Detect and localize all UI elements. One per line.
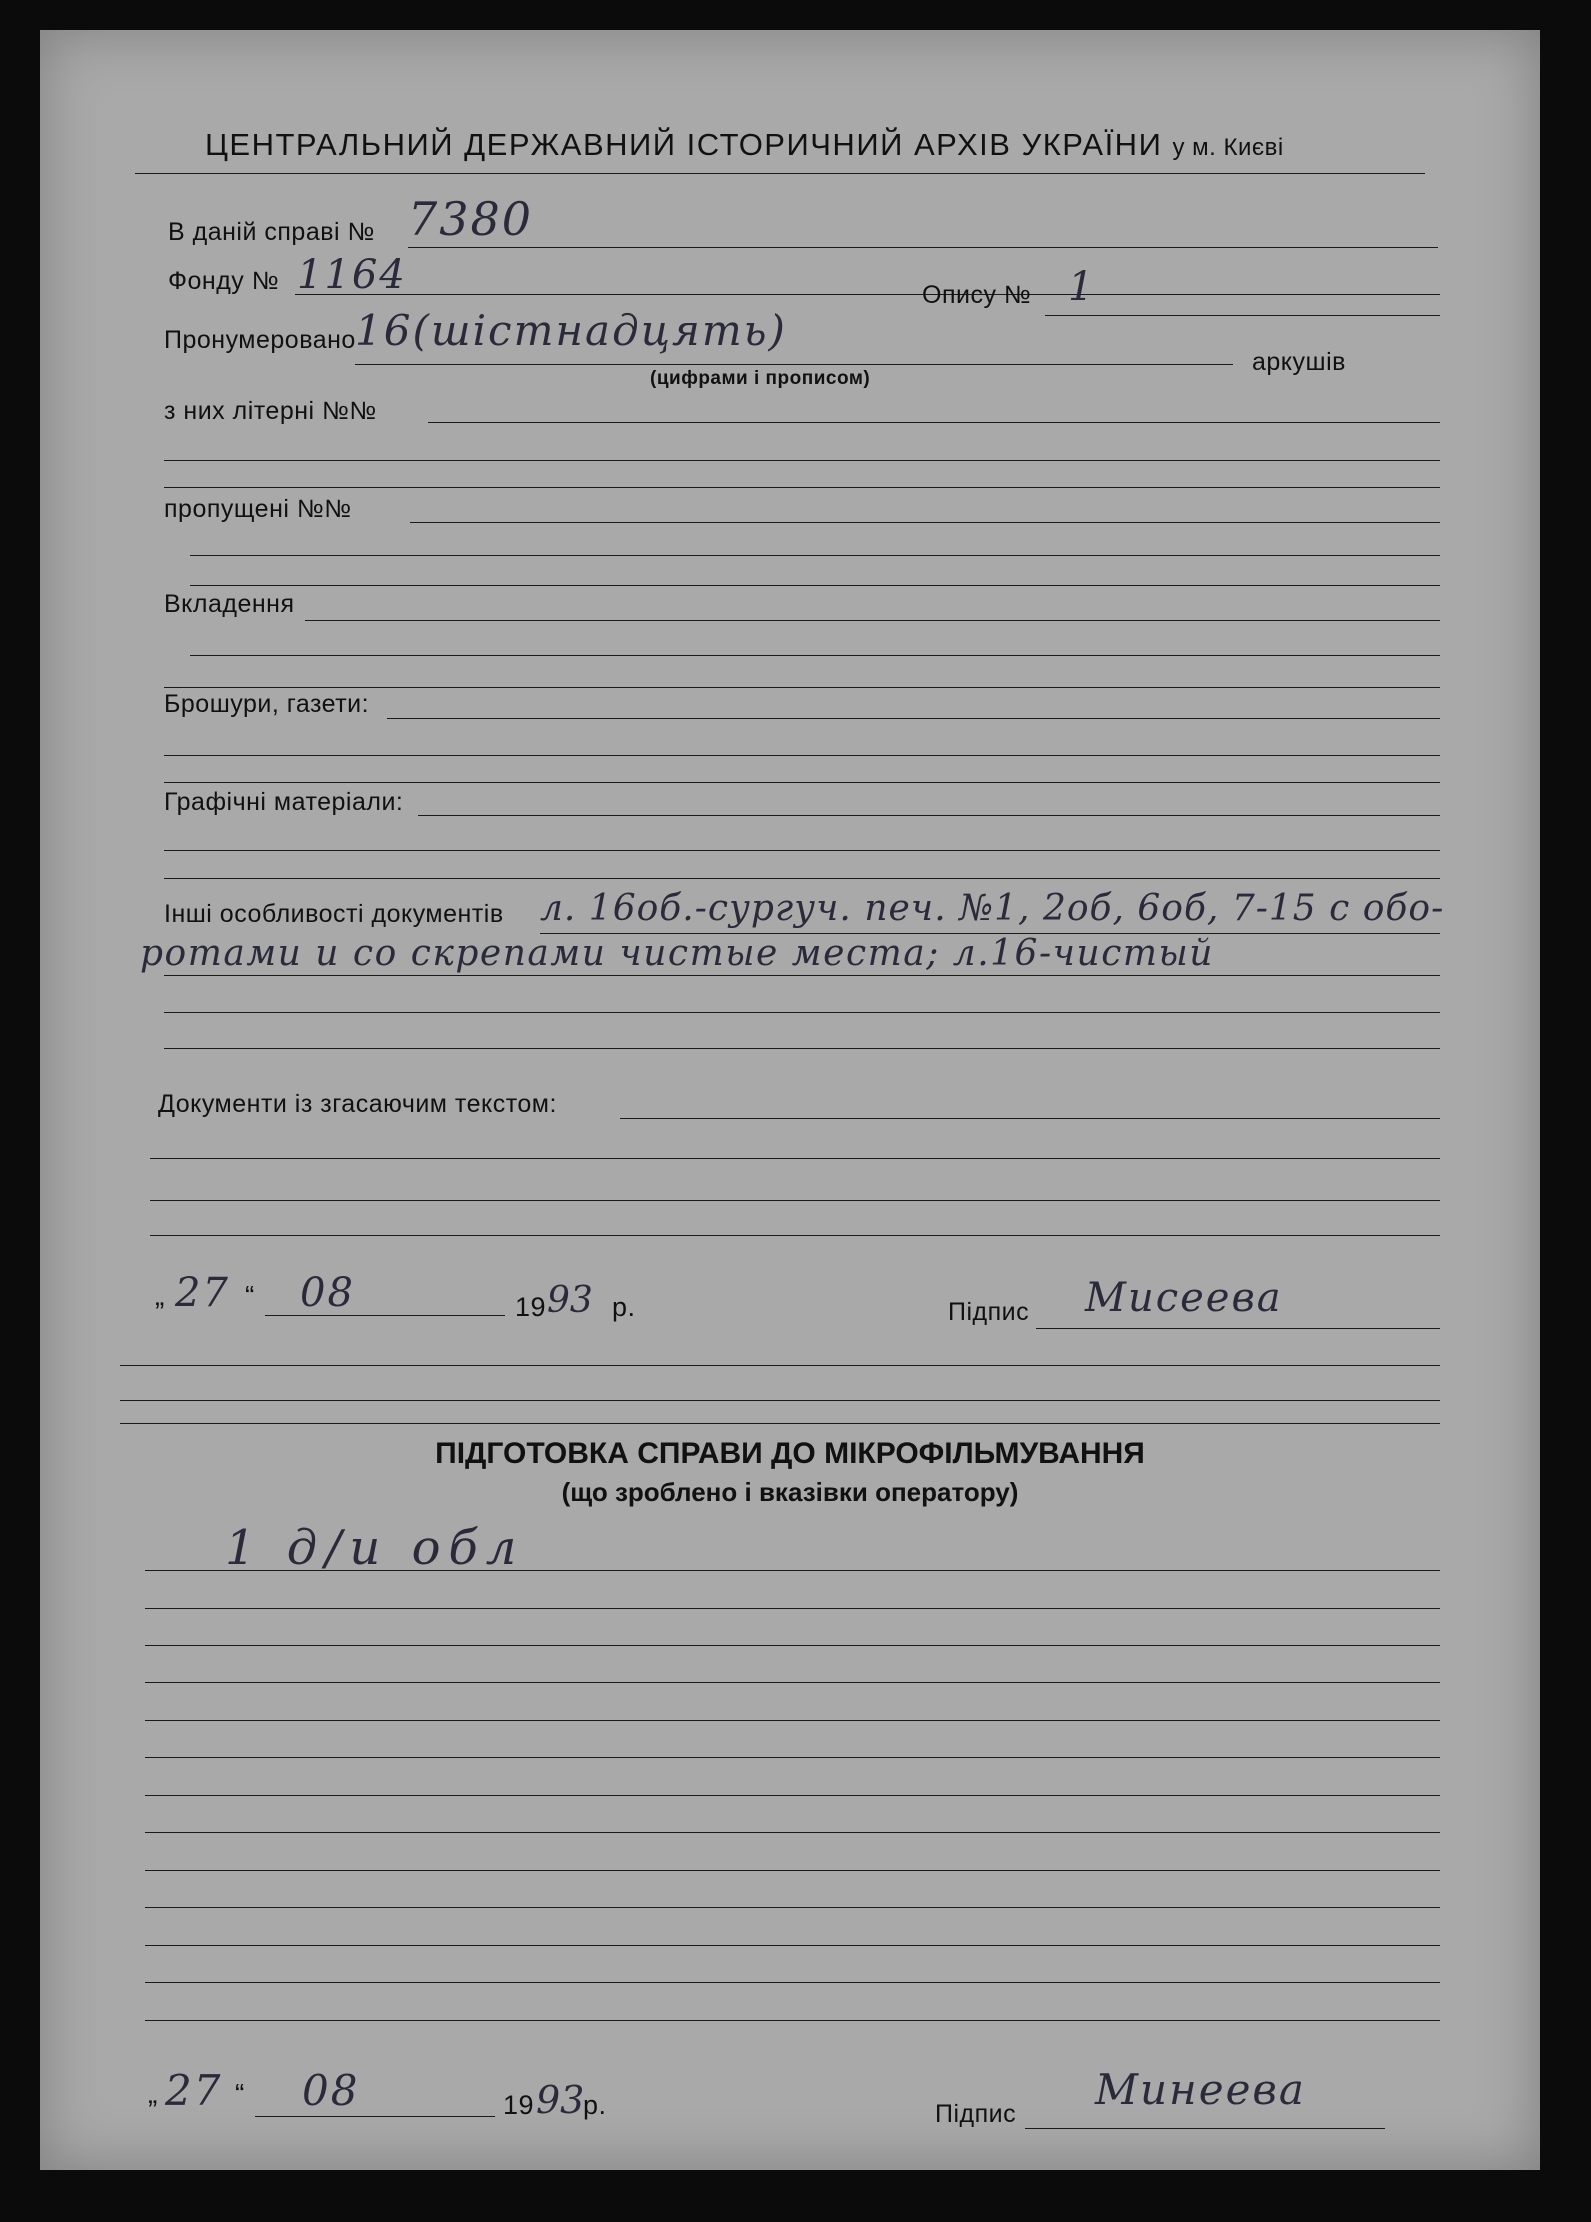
skipped-line-3 <box>190 585 1440 586</box>
microfilm-line <box>145 1682 1440 1683</box>
faded-line-1 <box>620 1118 1440 1119</box>
lettered-line-3 <box>164 487 1440 488</box>
microfilm-line <box>145 1757 1440 1758</box>
date1-signature: Мисеева <box>1085 1275 1283 1321</box>
microfilm-subtitle: (що зроблено і вказівки оператору) <box>561 1477 1019 1507</box>
opys-line <box>1045 315 1440 316</box>
case-number: 7380 <box>408 192 534 246</box>
brochures-label: Брошури, газети: <box>164 690 370 718</box>
fond-line <box>295 294 1440 295</box>
graphics-line-1 <box>418 815 1440 816</box>
date2-close-quote: “ <box>235 2078 245 2109</box>
enclosures-line-1 <box>305 620 1440 621</box>
microfilm-line <box>145 1570 1440 1571</box>
numbered-line <box>355 364 1233 365</box>
graphics-label: Графічні матеріали: <box>164 788 404 816</box>
enclosures-line-3 <box>164 687 1440 688</box>
faded-line-3 <box>150 1200 1440 1201</box>
skipped-line-2 <box>190 555 1440 556</box>
date2-month-line <box>255 2116 495 2117</box>
other-label: Інші особливості документів <box>164 900 504 928</box>
enclosures-line-2 <box>190 655 1440 656</box>
microfilm-line <box>145 1945 1440 1946</box>
brochures-line-2 <box>164 755 1440 756</box>
microfilm-line <box>145 2020 1440 2021</box>
date2-year-suffix: р. <box>583 2090 607 2120</box>
date2-open-quote: „ <box>148 2078 158 2109</box>
date2-year: 93 <box>536 2078 585 2122</box>
microfilm-line <box>145 1870 1440 1871</box>
date2-signature: Минеева <box>1095 2065 1306 2114</box>
date1-rule-3 <box>120 1423 1440 1424</box>
case-line <box>408 247 1438 248</box>
date1-sign-label: Підпис <box>948 1298 1030 1326</box>
date2-sign-line <box>1025 2128 1385 2129</box>
date1-year-prefix: 19 <box>515 1292 547 1322</box>
date2-day: 27 <box>165 2066 223 2115</box>
enclosures-label: Вкладення <box>164 590 295 618</box>
microfilm-line <box>145 1720 1440 1721</box>
archive-name: ЦЕНТРАЛЬНИЙ ДЕРЖАВНИЙ ІСТОРИЧНИЙ АРХІВ УКРАЇНИ <box>205 127 1163 162</box>
other-note-line-2: ротами и со скрепами чистые места; л.16-чистый <box>140 933 1214 974</box>
date1-day: 27 <box>175 1270 230 1316</box>
microfilm-note: 1 д/и обл <box>225 1520 525 1576</box>
date1-year-suffix: р. <box>612 1292 636 1322</box>
faded-line-4 <box>150 1235 1440 1236</box>
archive-form-sheet <box>40 30 1540 2170</box>
numbered-hint: (цифрами і прописом) <box>650 368 871 389</box>
fond-number: 1164 <box>297 252 407 298</box>
other-line-4 <box>164 1048 1440 1049</box>
case-label: В даній справі № <box>168 218 375 246</box>
brochures-line-3 <box>164 782 1440 783</box>
microfilm-line <box>145 1645 1440 1646</box>
date2-month: 08 <box>302 2066 360 2115</box>
opys-number: 1 <box>1068 264 1096 310</box>
numbered-value: 16(шістнадцять) <box>355 306 787 355</box>
date2-sign-label: Підпис <box>935 2100 1017 2128</box>
date1-month: 08 <box>300 1270 355 1316</box>
graphics-line-3 <box>164 878 1440 879</box>
microfilm-line <box>145 1907 1440 1908</box>
date1-open-quote: „ <box>155 1280 165 1311</box>
microfilm-line <box>145 1982 1440 1983</box>
microfilm-line <box>145 1832 1440 1833</box>
archive-city: у м. Києві <box>1172 134 1284 161</box>
lettered-line-2 <box>164 460 1440 461</box>
lettered-label: з них літерні №№ <box>164 397 377 425</box>
archive-header <box>205 127 1284 163</box>
date1-close-quote: “ <box>245 1280 255 1311</box>
fond-label: Фонду № <box>168 267 280 295</box>
numbered-suffix: аркушів <box>1252 348 1346 376</box>
date1-rule-1 <box>120 1365 1440 1366</box>
numbered-label: Пронумеровано <box>164 326 356 354</box>
microfilm-line <box>145 1608 1440 1609</box>
graphics-line-2 <box>164 850 1440 851</box>
other-line-3 <box>164 1012 1440 1013</box>
opys-label: Опису № <box>922 281 1032 309</box>
other-line-2 <box>164 975 1440 976</box>
date1-month-line <box>265 1315 505 1316</box>
microfilm-line <box>145 1795 1440 1796</box>
date2-year-prefix: 19 <box>503 2090 535 2120</box>
skipped-label: пропущені №№ <box>164 495 352 523</box>
skipped-line-1 <box>410 522 1440 523</box>
header-underline <box>135 173 1425 174</box>
faded-label: Документи із згасаючим текстом: <box>158 1090 557 1118</box>
date1-rule-2 <box>120 1400 1440 1401</box>
brochures-line-1 <box>387 718 1440 719</box>
faded-line-2 <box>150 1158 1440 1159</box>
lettered-line-1 <box>428 422 1440 423</box>
other-note-line-1: л. 16об.-сургуч. печ. №1, 2об, 6об, 7-15 с обо- <box>540 888 1445 929</box>
date1-sign-line <box>1036 1328 1440 1329</box>
date1-year: 93 <box>547 1280 593 1321</box>
microfilm-title: ПІДГОТОВКА СПРАВИ ДО МІКРОФІЛЬМУВАННЯ <box>435 1437 1145 1470</box>
